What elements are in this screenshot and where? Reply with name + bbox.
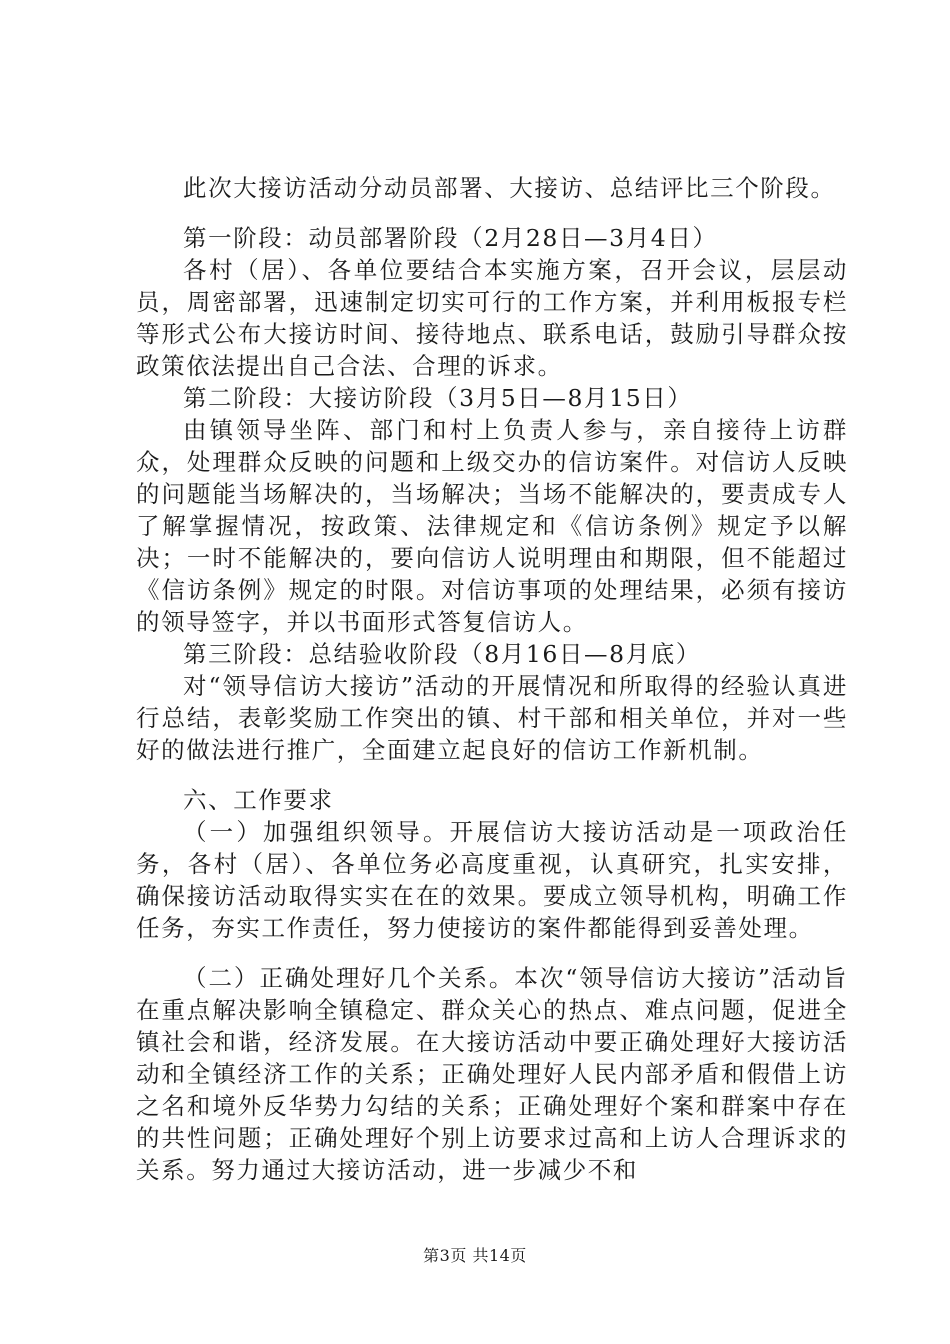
paragraph-stages-intro: 此次大接访活动分动员部署、大接访、总结评比三个阶段。 [183, 174, 836, 202]
heading-stage-two: 第二阶段：大接访阶段（3月5日—8月15日） [183, 384, 693, 412]
paragraph-requirement-two: （二）正确处理好几个关系。本次“领导信访大接访”活动旨在重点解决影响全镇稳定、群众关心的热点、难点问题，促进全镇社会和谐，经济发展。在大接访活动中要正确处理好大接访活动和全镇经济工作的关系；正确处理好人民内部矛盾和假借上访之名和境外反华势力勾结的关系；正确处理好个案和群案中存在的共性问题；正确处理好个别上访要求过高和上访人合理诉求的关系。努力通过大接访活动，进一步减少不和 [136, 964, 848, 1184]
paragraph-stage-one: 各村（居）、各单位要结合本实施方案，召开会议，层层动员，周密部署，迅速制定切实可行的工作方案，并利用板报专栏等形式公布大接访时间、接待地点、联系电话，鼓励引导群众按政策依法提出自己合法、合理的诉求。 [136, 256, 848, 380]
heading-stage-one: 第一阶段：动员部署阶段（2月28日—3月4日） [183, 224, 718, 252]
paragraph-stage-three: 对“领导信访大接访”活动的开展情况和所取得的经验认真进行总结，表彰奖励工作突出的镇、村干部和相关单位，并对一些好的做法进行推广，全面建立起良好的信访工作新机制。 [136, 672, 848, 764]
heading-stage-three: 第三阶段：总结验收阶段（8月16日—8月底） [183, 640, 702, 668]
paragraph-stage-two: 由镇领导坐阵、部门和村上负责人参与，亲自接待上访群众，处理群众反映的问题和上级交办的信访案件。对信访人反映的问题能当场解决的，当场解决；当场不能解决的，要责成专人了解掌握情况，按政策、法律规定和《信访条例》规定予以解决；一时不能解决的，要向信访人说明理由和期限，但不能超过《信访条例》规定的时限。对信访事项的处理结果，必须有接访的领导签字，并以书面形式答复信访人。 [136, 416, 848, 636]
document-body [136, 172, 848, 1186]
page-footer: 第3页 共14页 [423, 1246, 527, 1265]
paragraph-requirement-one: （一）加强组织领导。开展信访大接访活动是一项政治任务，各村（居）、各单位务必高度重视，认真研究，扎实安排，确保接访活动取得实实在在的效果。要成立领导机构，明确工作任务，夯实工作责任，努力使接访的案件都能得到妥善处理。 [136, 818, 848, 942]
heading-work-requirements: 六、工作要求 [183, 786, 334, 814]
